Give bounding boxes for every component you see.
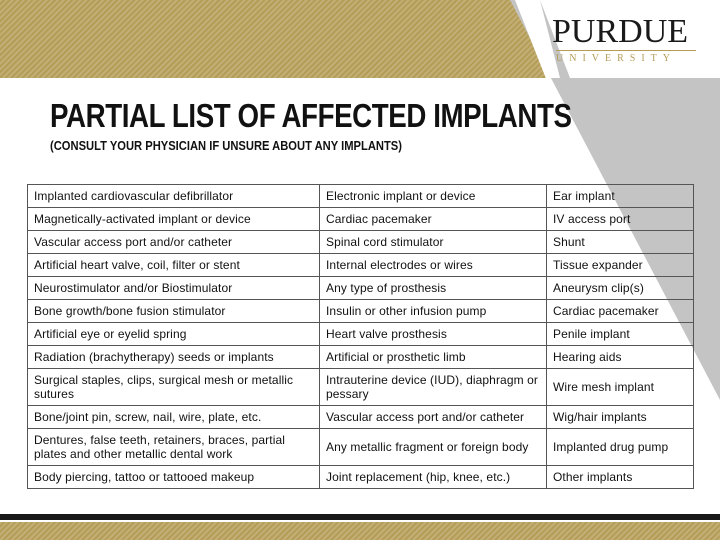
table-cell: Dentures, false teeth, retainers, braces, partial plates and other metallic dental work bbox=[28, 429, 320, 466]
table-cell: Body piercing, tattoo or tattooed makeup bbox=[28, 466, 320, 489]
table-row bbox=[28, 369, 694, 406]
table-row bbox=[28, 429, 694, 466]
table-cell: Aneurysm clip(s) bbox=[547, 277, 694, 300]
table-row bbox=[28, 231, 694, 254]
table-cell: Intrauterine device (IUD), diaphragm or pessary bbox=[320, 369, 547, 406]
implants-table bbox=[27, 184, 694, 489]
logo-wordmark: PURDUE bbox=[552, 13, 689, 50]
table-cell: Internal electrodes or wires bbox=[320, 254, 547, 277]
table-cell: Artificial or prosthetic limb bbox=[320, 346, 547, 369]
table-cell: Tissue expander bbox=[547, 254, 694, 277]
bottom-black-rule bbox=[0, 514, 720, 520]
page-subtitle: (CONSULT YOUR PHYSICIAN IF UNSURE ABOUT ANY IMPLANTS) bbox=[50, 138, 402, 153]
page-title: PARTIAL LIST OF AFFECTED IMPLANTS bbox=[50, 97, 572, 134]
table-cell: Surgical staples, clips, surgical mesh or metallic sutures bbox=[28, 369, 320, 406]
table-cell: Any metallic fragment or foreign body bbox=[320, 429, 547, 466]
table-cell: Penile implant bbox=[547, 323, 694, 346]
table-cell: Spinal cord stimulator bbox=[320, 231, 547, 254]
logo-subtext: UNIVERSITY bbox=[556, 53, 676, 64]
table-row bbox=[28, 466, 694, 489]
table-cell: Bone/joint pin, screw, nail, wire, plate, etc. bbox=[28, 406, 320, 429]
table-row bbox=[28, 406, 694, 429]
table-cell: IV access port bbox=[547, 208, 694, 231]
table-cell: Artificial heart valve, coil, filter or stent bbox=[28, 254, 320, 277]
table-cell: Wig/hair implants bbox=[547, 406, 694, 429]
table-cell: Vascular access port and/or catheter bbox=[28, 231, 320, 254]
table-cell: Electronic implant or device bbox=[320, 185, 547, 208]
table-cell: Any type of prosthesis bbox=[320, 277, 547, 300]
table-cell: Cardiac pacemaker bbox=[320, 208, 547, 231]
table-cell: Shunt bbox=[547, 231, 694, 254]
table-row bbox=[28, 277, 694, 300]
table-cell: Wire mesh implant bbox=[547, 369, 694, 406]
logo-rule bbox=[556, 50, 696, 51]
table-cell: Implanted drug pump bbox=[547, 429, 694, 466]
table-cell: Heart valve prosthesis bbox=[320, 323, 547, 346]
table-row bbox=[28, 346, 694, 369]
table-cell: Insulin or other infusion pump bbox=[320, 300, 547, 323]
table-row bbox=[28, 254, 694, 277]
table-row bbox=[28, 323, 694, 346]
table-cell: Implanted cardiovascular defibrillator bbox=[28, 185, 320, 208]
table-cell: Ear implant bbox=[547, 185, 694, 208]
table-row bbox=[28, 185, 694, 208]
table-cell: Joint replacement (hip, knee, etc.) bbox=[320, 466, 547, 489]
bottom-gold-band bbox=[0, 522, 720, 540]
table-cell: Other implants bbox=[547, 466, 694, 489]
table-cell: Cardiac pacemaker bbox=[547, 300, 694, 323]
table-cell: Hearing aids bbox=[547, 346, 694, 369]
table-cell: Magnetically-activated implant or device bbox=[28, 208, 320, 231]
table-cell: Vascular access port and/or catheter bbox=[320, 406, 547, 429]
table-cell: Artificial eye or eyelid spring bbox=[28, 323, 320, 346]
table-row bbox=[28, 300, 694, 323]
table-cell: Neurostimulator and/or Biostimulator bbox=[28, 277, 320, 300]
table-row bbox=[28, 208, 694, 231]
table-cell: Radiation (brachytherapy) seeds or implants bbox=[28, 346, 320, 369]
table-cell: Bone growth/bone fusion stimulator bbox=[28, 300, 320, 323]
